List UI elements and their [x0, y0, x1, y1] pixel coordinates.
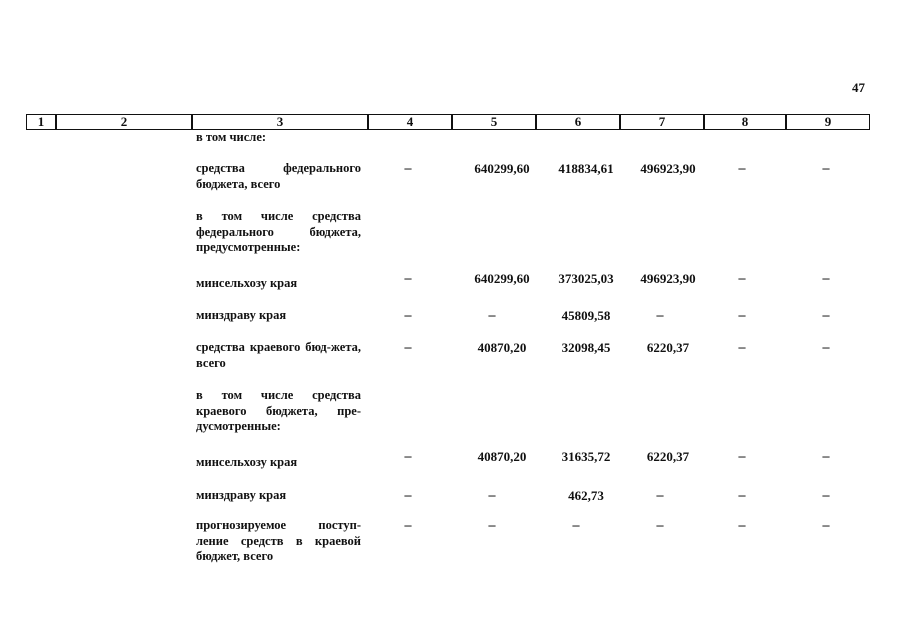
cell-col-6: 31635,72: [561, 449, 611, 464]
header-col-6: 6: [574, 114, 582, 129]
cell-col-5: 640299,60: [474, 271, 530, 286]
header-col-7: 7: [658, 114, 666, 129]
cell-col-4: –: [404, 161, 412, 176]
cell-col-9: –: [822, 161, 830, 176]
cell-col-8: –: [738, 308, 746, 323]
row-description: минсельхозу края: [196, 276, 298, 290]
cell-col-9: –: [822, 488, 830, 503]
cell-col-9: –: [822, 271, 830, 286]
cell-col-9: –: [822, 518, 830, 533]
cell-col-8: –: [738, 340, 746, 355]
cell-col-4: –: [404, 488, 412, 503]
cell-col-9: –: [822, 340, 830, 355]
cell-col-8: –: [738, 449, 746, 464]
cell-col-4: –: [404, 271, 412, 286]
cell-col-4: –: [404, 449, 412, 464]
cell-col-7: –: [656, 488, 664, 503]
row-description: в том числе средства краевого бюджета, пре-дусмотренные:: [196, 388, 361, 433]
header-col-9: 9: [824, 114, 832, 129]
row-description: в том числе средства федерального бюджета, предусмотренные:: [196, 209, 361, 254]
cell-col-9: –: [822, 449, 830, 464]
table-header-row: [26, 114, 870, 130]
header-col-2: 2: [120, 114, 128, 129]
cell-col-7: –: [656, 518, 664, 533]
cell-col-8: –: [738, 161, 746, 176]
cell-col-4: –: [404, 518, 412, 533]
header-col-5: 5: [490, 114, 498, 129]
row-description: средства краевого бюд-жета, всего: [196, 340, 361, 370]
header-col-4: 4: [406, 114, 414, 129]
cell-col-4: –: [404, 340, 412, 355]
row-description: в том числе:: [196, 130, 267, 144]
cell-col-5: –: [488, 518, 496, 533]
cell-col-6: 32098,45: [561, 340, 611, 355]
header-col-8: 8: [741, 114, 749, 129]
cell-col-7: 496923,90: [640, 271, 696, 286]
cell-col-5: 40870,20: [477, 340, 527, 355]
cell-col-7: 496923,90: [640, 161, 696, 176]
header-col-3: 3: [276, 114, 284, 129]
cell-col-6: 462,73: [568, 488, 604, 503]
cell-col-5: –: [488, 488, 496, 503]
cell-col-8: –: [738, 488, 746, 503]
header-col-1: 1: [37, 114, 45, 129]
cell-col-6: –: [572, 518, 580, 533]
cell-col-5: 40870,20: [477, 449, 527, 464]
cell-col-6: 45809,58: [561, 308, 611, 323]
cell-col-6: 373025,03: [558, 271, 614, 286]
row-description: прогнозируемое поступ-ление средств в краевой бюджет, всего: [196, 518, 361, 563]
cell-col-7: 6220,37: [646, 449, 690, 464]
row-description: минсельхозу края: [196, 455, 298, 469]
row-description: минздраву края: [196, 488, 287, 502]
row-description: минздраву края: [196, 308, 287, 322]
row-description: средства федерального бюджета, всего: [196, 161, 361, 191]
cell-col-5: 640299,60: [474, 161, 530, 176]
page-number: 47: [852, 80, 865, 95]
cell-col-7: –: [656, 308, 664, 323]
cell-col-8: –: [738, 271, 746, 286]
cell-col-6: 418834,61: [558, 161, 614, 176]
cell-col-5: –: [488, 308, 496, 323]
cell-col-4: –: [404, 308, 412, 323]
cell-col-9: –: [822, 308, 830, 323]
cell-col-8: –: [738, 518, 746, 533]
cell-col-7: 6220,37: [646, 340, 690, 355]
